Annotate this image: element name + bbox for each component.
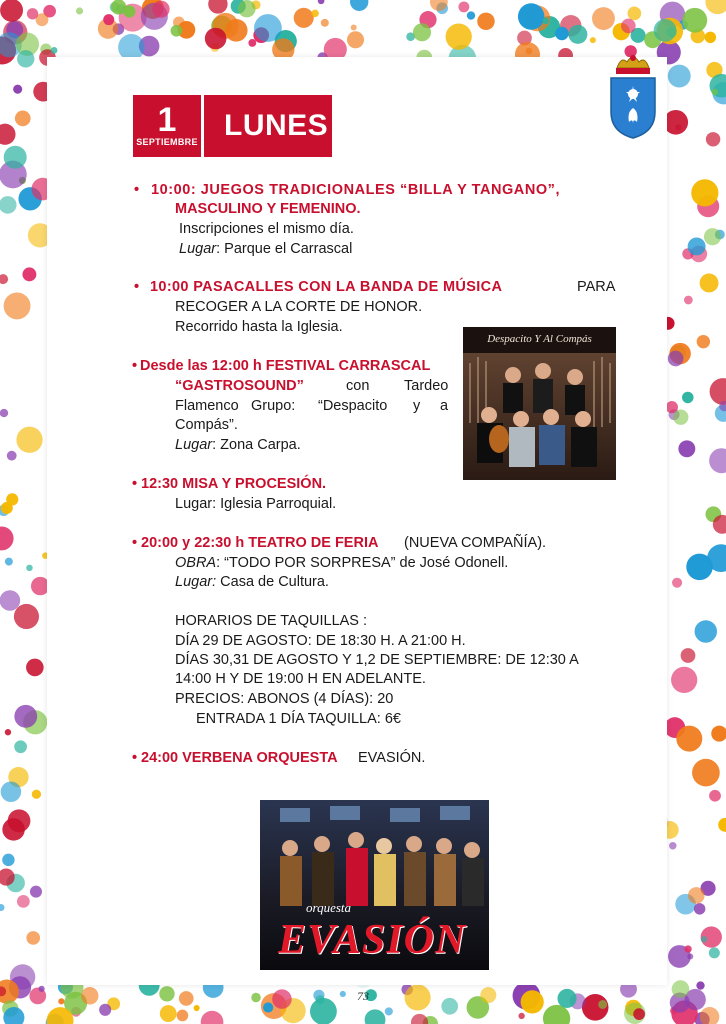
- taquillas-line1: DÍA 29 DE AGOSTO: DE 18:30 H. A 21:00 H.: [175, 633, 466, 649]
- taquillas-line2: DÍAS 30,31 DE AGOSTO Y 1,2 DE SEPTIEMBRE: DE 12:30 A: [175, 652, 579, 668]
- event-3-word: “Despacito: [318, 398, 388, 414]
- event-1-place-value: : Parque el Carrascal: [216, 241, 353, 257]
- event-2-line2: RECOGER A LA CORTE DE HONOR.: [175, 299, 423, 315]
- precios-line: PRECIOS: ABONOS (4 DÍAS): 20: [175, 691, 394, 707]
- event-2-line3: Recorrido hasta la Iglesia.: [175, 319, 343, 335]
- bullet: •: [132, 476, 138, 492]
- orquesta-evasion-poster: [260, 800, 489, 970]
- event-3-word: Flamenco: [175, 398, 239, 414]
- event-3-word: Tardeo: [404, 378, 449, 394]
- event-3-title-line1: Desde las 12:00 h FESTIVAL CARRASCAL: [140, 358, 431, 374]
- taquillas-line3: 14:00 H Y DE 19:00 H EN ADELANTE.: [175, 671, 426, 687]
- event-3-word: a: [440, 398, 449, 414]
- event-2-title-rest: PARA: [577, 279, 616, 295]
- page-number: 73: [357, 989, 369, 1003]
- event-3-place-value: : Zona Carpa.: [212, 437, 301, 453]
- event-3-word: con: [346, 378, 370, 394]
- event-1-detail: Inscripciones el mismo día.: [179, 221, 354, 237]
- bullet: •: [132, 535, 138, 551]
- event-3-place-label: Lugar: [175, 437, 213, 453]
- flamenco-photo-caption: Despacito Y Al Compás: [487, 333, 592, 345]
- bullet: •: [134, 182, 140, 198]
- taquillas-title: HORARIOS DE TAQUILLAS :: [175, 613, 368, 629]
- event-5-place-value: Casa de Cultura.: [216, 574, 329, 590]
- event-3-line4: Compás”.: [175, 417, 238, 433]
- bullet: •: [134, 279, 140, 295]
- event-5-place-label: Lugar:: [175, 574, 217, 590]
- event-4-title: 12:30 MISA Y PROCESIÓN.: [141, 476, 327, 492]
- event-6-title: 24:00 VERBENA ORQUESTA: [141, 750, 338, 766]
- event-5-obra-value: : “TODO POR SORPRESA” de José Odonell.: [216, 555, 509, 571]
- event-3-title-line2: “GASTROSOUND”: [175, 378, 304, 394]
- day-number: 1: [157, 101, 177, 139]
- event-5-obra-label: OBRA: [175, 555, 217, 571]
- event-3-word: y: [413, 398, 421, 414]
- flamenco-group-photo: [463, 327, 616, 480]
- event-1-title-line2: MASCULINO Y FEMENINO.: [175, 201, 361, 217]
- event-3-word: Grupo:: [251, 398, 296, 414]
- event-1-place-label: Lugar: [179, 241, 217, 257]
- day-month: SEPTIEMBRE: [136, 137, 198, 147]
- entrada-line: ENTRADA 1 DÍA TAQUILLA: 6€: [196, 711, 401, 727]
- poster-title: EVASIÓN: [278, 917, 467, 963]
- event-5-title-rest: (NUEVA COMPAÑÍA).: [404, 535, 547, 551]
- event-1-title-line1: 10:00: JUEGOS TRADICIONALES “BILLA Y TANGANO”,: [151, 182, 561, 198]
- bullet: •: [132, 750, 138, 766]
- event-4-line2: Lugar: Iglesia Parroquial.: [175, 496, 337, 512]
- event-2-title: 10:00 PASACALLES CON LA BANDA DE MÚSICA: [150, 279, 503, 295]
- day-name: LUNES: [224, 109, 329, 142]
- poster-subtitle: orquesta: [306, 900, 352, 915]
- event-6-title-rest: EVASIÓN.: [358, 750, 426, 766]
- event-5-title: 20:00 y 22:30 h TEATRO DE FERIA: [141, 535, 379, 551]
- bullet: •: [132, 358, 138, 374]
- flamenco-photo-image: [463, 327, 616, 480]
